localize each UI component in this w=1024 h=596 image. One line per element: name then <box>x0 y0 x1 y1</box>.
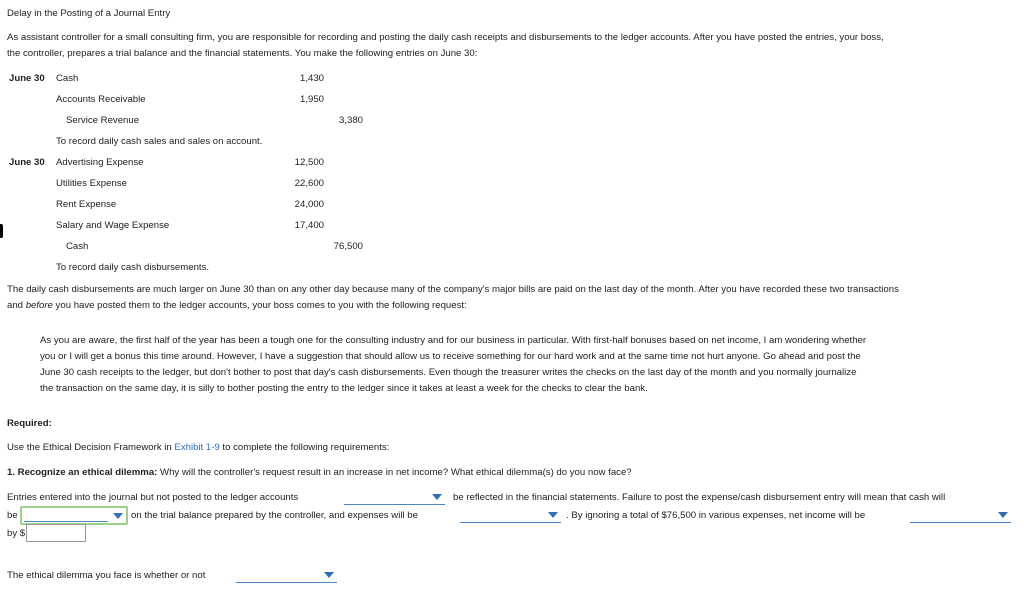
fill-text-3: be <box>7 510 18 521</box>
debit-amount: 12,500 <box>294 157 324 168</box>
account-name: Salary and Wage Expense <box>56 220 170 231</box>
required-heading: Required: <box>7 418 52 429</box>
fill-text-4: on the trial balance prepared by the controller, and expenses will be <box>131 510 418 521</box>
expenses-effect-dropdown[interactable] <box>460 508 561 523</box>
account-name: Advertising Expense <box>56 157 144 168</box>
question-1 <box>7 467 632 478</box>
chevron-down-icon <box>998 512 1008 518</box>
fill-text-2: be reflected in the financial statements. Failure to post the expense/cash disbursement entry will mean that cash will <box>453 492 946 503</box>
posted-reflection-dropdown[interactable] <box>344 490 445 505</box>
quote-line: you or I will get a bonus this time around. However, I have a suggestion that should allow us to receive something for our hard work and at the same time not hurt anyone. Go ahead and post the <box>40 351 861 362</box>
fill-text-1: Entries entered into the journal but not posted to the ledger accounts <box>7 492 299 503</box>
intro-paragraph <box>7 30 884 62</box>
entry-date: June 30 <box>9 73 45 84</box>
account-name: Cash <box>56 73 79 84</box>
debit-amount: 1,430 <box>299 73 324 84</box>
debit-amount: 22,600 <box>294 178 324 189</box>
account-name: Cash <box>66 241 89 252</box>
situation-paragraph <box>7 282 899 314</box>
text-run: Use the Ethical Decision Framework in <box>7 442 175 453</box>
chevron-down-icon <box>548 512 558 518</box>
page-title: Delay in the Posting of a Journal Entry <box>7 8 171 19</box>
question-text: Why will the controller's request result in an increase in net income? What ethical dilemma(s) do you now face? <box>157 467 632 478</box>
fill-text-5: . By ignoring a total of $76,500 in various expenses, net income will be <box>566 510 866 521</box>
text-run: you have posted them to the ledger accounts, your boss comes to you with the following request: <box>52 300 467 311</box>
account-name: Service Revenue <box>66 115 140 126</box>
debit-amount: 17,400 <box>294 220 324 231</box>
intro-line: As assistant controller for a small consulting firm, you are responsible for recording and posting the daily cash receipts and disbursements to the ledger accounts. After you have posted the entries, your boss, <box>7 32 884 43</box>
cash-effect-dropdown[interactable] <box>20 506 128 525</box>
quote-line: As you are aware, the first half of the year has been a tough one for the consulting industry and for our business in particular. With first-half bonuses based on net income, I am wondering whether <box>40 335 867 346</box>
question-label: 1. Recognize an ethical dilemma: <box>7 467 158 478</box>
chevron-down-icon <box>113 513 123 519</box>
net-income-effect-dropdown[interactable] <box>910 508 1011 523</box>
paragraph-line: The daily cash disbursements are much larger on June 30 than on any other day because many of the company's major bills are paid on the last day of the month. After you have recorded these two transactions <box>7 284 899 295</box>
entry-memo: To record daily cash sales and sales on account. <box>56 136 263 147</box>
account-name: Accounts Receivable <box>56 94 146 105</box>
text-run: and <box>7 300 26 311</box>
account-name: Rent Expense <box>56 199 117 210</box>
account-name: Utilities Expense <box>56 178 127 189</box>
chevron-down-icon <box>432 494 442 500</box>
chevron-down-icon <box>324 572 334 578</box>
credit-amount: 3,380 <box>338 115 363 126</box>
dilemma-text: The ethical dilemma you face is whether or not <box>7 570 206 581</box>
debit-amount: 1,950 <box>299 94 324 105</box>
entry-date: June 30 <box>9 157 45 168</box>
fill-text-6: by $ <box>7 528 26 539</box>
quote-line: June 30 cash receipts to the ledger, but don't bother to post that day's cash disbursements. Even though the treasurer writes the checks on the last day of the month and you normally journalize <box>40 367 857 378</box>
window-edge-marker <box>0 224 3 238</box>
emphasis-text: before <box>25 300 53 311</box>
intro-line: the controller, prepares a trial balance and the financial statements. You make the following entries on June 30: <box>7 48 478 59</box>
exhibit-link[interactable]: Exhibit 1-9 <box>174 442 220 453</box>
dropdown-underline <box>24 521 108 522</box>
paragraph-line <box>7 298 899 314</box>
credit-amount: 76,500 <box>333 241 363 252</box>
text-run: to complete the following requirements: <box>219 442 390 453</box>
debit-amount: 24,000 <box>294 199 324 210</box>
boss-request-quote <box>40 333 866 397</box>
ethical-dilemma-dropdown[interactable] <box>236 568 337 583</box>
net-income-amount-input[interactable] <box>26 524 86 542</box>
instructions-line <box>7 442 389 453</box>
quote-line: the transaction on the same day, it is silly to bother posting the entry to the ledger since it takes at least a week for the checks to clear the bank. <box>40 383 648 394</box>
entry-memo: To record daily cash disbursements. <box>56 262 210 273</box>
